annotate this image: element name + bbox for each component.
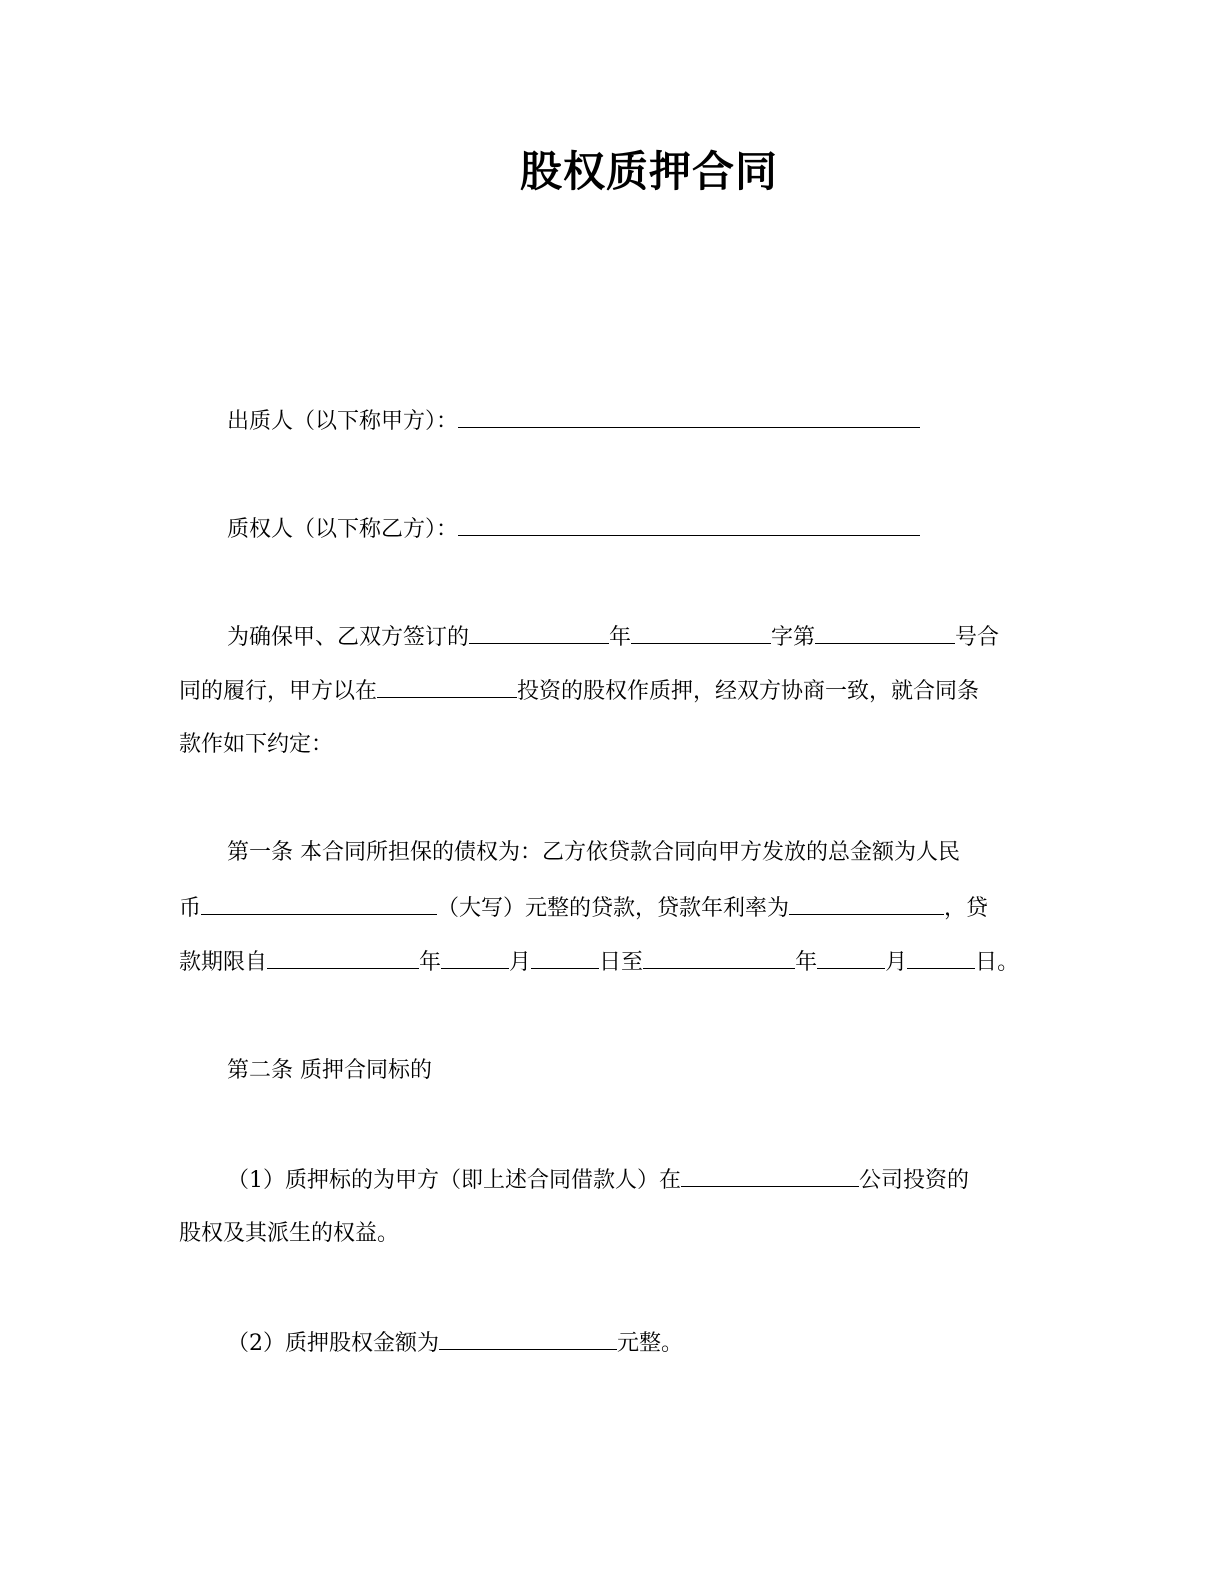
preamble-text: 投资的股权作质押，经双方协商一致，就合同条	[517, 679, 980, 704]
end-year-blank[interactable]	[643, 946, 795, 969]
start-year-blank[interactable]	[267, 946, 419, 969]
article2-heading	[227, 1055, 432, 1087]
article2-text: （1）质押标的为甲方（即上述合同借款人）在	[227, 1168, 681, 1193]
investment-company-blank[interactable]	[377, 675, 517, 698]
pledged-amount-blank[interactable]	[439, 1327, 617, 1350]
article2-text: 公司投资的	[859, 1168, 970, 1193]
article1-line-2	[179, 892, 988, 925]
pledgor-label: 出质人（以下称甲方）：	[227, 409, 459, 434]
preamble-text: 年	[609, 625, 632, 650]
preamble-text: 款作如下约定：	[179, 732, 334, 757]
article2-item1-line-2	[179, 1218, 399, 1250]
preamble-line-3	[179, 729, 333, 761]
article1-text: 月	[885, 950, 908, 975]
article1-text: 第一条 本合同所担保的债权为：乙方依贷款合同向甲方发放的总金额为人民	[227, 840, 960, 865]
article1-text: 币	[179, 896, 202, 921]
start-month-blank[interactable]	[441, 946, 509, 969]
article1-text: （大写）元整的贷款，贷款年利率为	[437, 896, 790, 921]
article2-item1-line-1	[227, 1164, 969, 1197]
article1-text: 月	[509, 950, 532, 975]
preamble-text: 字第	[771, 625, 816, 650]
article2-heading-text: 第二条 质押合同标的	[227, 1058, 432, 1083]
article2-text: 元整。	[617, 1331, 684, 1356]
article1-text: 年	[795, 950, 818, 975]
article1-text: ，贷	[944, 896, 989, 921]
article2-text: 股权及其派生的权益。	[179, 1221, 400, 1246]
contract-code-blank[interactable]	[631, 621, 771, 644]
preamble-text: 同的履行，甲方以在	[179, 679, 378, 704]
page-title: 股权质押合同	[519, 147, 778, 196]
article2-text: （2）质押股权金额为	[227, 1331, 439, 1356]
preamble-line-2	[179, 675, 979, 708]
article1-line-1	[227, 837, 960, 869]
pledgee-label: 质权人（以下称乙方）：	[227, 517, 459, 542]
preamble-text: 为确保甲、乙双方签订的	[227, 625, 470, 650]
end-day-blank[interactable]	[907, 946, 975, 969]
preamble-line-1	[227, 621, 999, 654]
pledgee-line	[227, 513, 920, 546]
loan-amount-blank[interactable]	[201, 892, 437, 915]
article1-text: 日至	[599, 950, 644, 975]
pledgee-name-blank[interactable]	[458, 513, 920, 536]
contract-number-blank[interactable]	[815, 621, 955, 644]
interest-rate-blank[interactable]	[789, 892, 944, 915]
contract-year-blank[interactable]	[469, 621, 609, 644]
article1-text: 款期限自	[179, 950, 268, 975]
article1-text: 日。	[975, 950, 1020, 975]
article1-text: 年	[419, 950, 442, 975]
end-month-blank[interactable]	[817, 946, 885, 969]
pledgor-name-blank[interactable]	[458, 405, 920, 428]
preamble-text: 号合	[955, 625, 1000, 650]
article1-line-3	[179, 946, 1019, 979]
article2-item2	[227, 1327, 683, 1360]
pledged-company-blank[interactable]	[681, 1164, 859, 1187]
start-day-blank[interactable]	[531, 946, 599, 969]
pledgor-line	[227, 405, 920, 438]
